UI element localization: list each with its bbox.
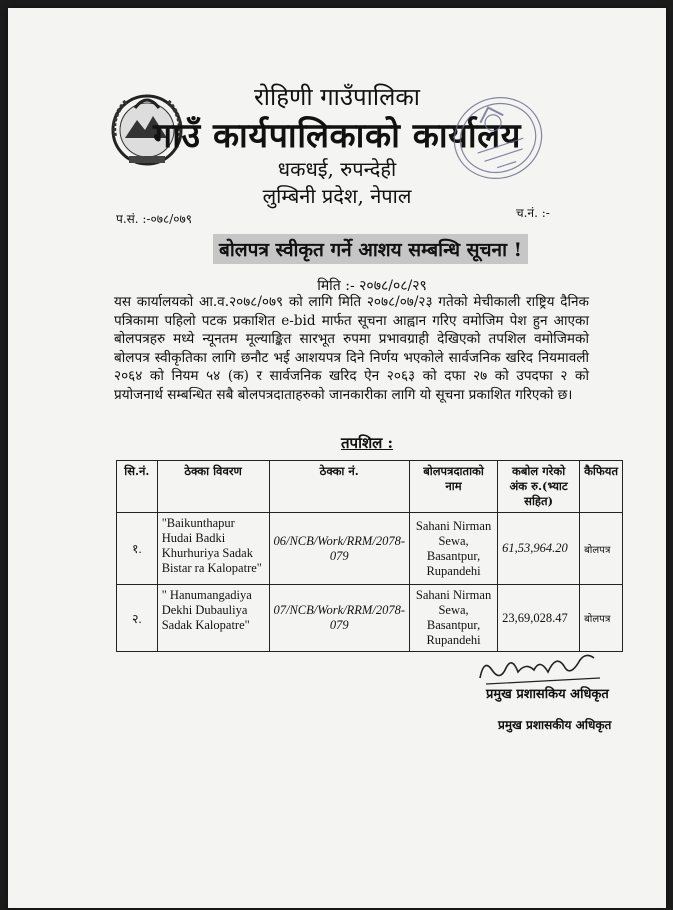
details-heading: तपशिल : <box>341 434 394 452</box>
row-bidder: Sahani Nirman Sewa, Basantpur, Rupandehi <box>409 585 497 652</box>
office-location: धकधई, रुपन्देही <box>277 157 397 181</box>
row-contract-no: 07/NCB/Work/RRM/2078-079 <box>269 585 409 652</box>
header-sn: सि.नं. <box>117 461 158 513</box>
row-sn: १. <box>117 513 158 585</box>
signatory-title-stamp: प्रमुख प्रशासकीय अधिकृत <box>498 718 612 732</box>
province-name: लुम्बिनी प्रदेश, नेपाल <box>262 184 412 208</box>
table-header-row <box>117 461 623 513</box>
notice-date: मिति :- २०७८/०८/२९ <box>317 278 427 294</box>
row-remarks: बोलपत्र <box>580 585 623 652</box>
row-contract-no: 06/NCB/Work/RRM/2078-079 <box>269 513 409 585</box>
table-row <box>117 585 623 652</box>
header-remarks: कैफियत <box>580 461 623 513</box>
reference-number: प.सं. :-०७८/०७९ <box>116 212 192 226</box>
row-sn: २. <box>117 585 158 652</box>
office-name: गाउँ कार्यपालिकाको कार्यालय <box>153 116 521 156</box>
header-contract-no: ठेक्का नं. <box>269 461 409 513</box>
document-page <box>8 8 666 908</box>
header-amount: कबोल गरेको अंक रु.(भ्याट सहित) <box>498 461 580 513</box>
row-amount: 61,53,964.20 <box>498 513 580 585</box>
office-stamp <box>448 88 548 188</box>
dispatch-number: च.नं. :- <box>516 206 550 220</box>
table-row <box>117 513 623 585</box>
row-bidder: Sahani Nirman Sewa, Basantpur, Rupandehi <box>409 513 497 585</box>
header-description: ठेक्का विवरण <box>157 461 269 513</box>
notice-body: यस कार्यालयको आ.व.२०७८/०७९ को लागि मिति २०७८/०७/२३ गतेको मेचीकाली राष्ट्रिय दैनिक पत्रिकामा पहिलो पटक प्रकाशित e-bid मार्फत सूचना आह्वान गरिए वमोजिम पेश हुन आएका बोलपत्रहरु मध्ये न्यूनतम मूल्याङ्कित सारभूत रुपमा प्रभावग्राही देखिएको तपशिल वमोजिमको बोलपत्र स्वीकृतिका लागि छनौट भई आशयपत्र दिने निर्णय भएकोले सार्वजनिक खरिद नियमावली २०६४ को नियम ५४ (क) र सार्वजनिक खरिद ऐन २०६३ को दफा २७ को उपदफा २ को प्रयोजनार्थ सम्बन्धित सबै बोलपत्रदाताहरुको जानकारीका लागि यो सूचना प्रकाशित गरिएको छ। <box>114 294 589 403</box>
municipality-name: रोहिणी गाउँपालिका <box>253 83 421 111</box>
row-remarks: बोलपत्र <box>580 513 623 585</box>
header-bidder: बोलपत्रदाताको नाम <box>409 461 497 513</box>
notice-subject: बोलपत्र स्वीकृत गर्ने आशय सम्बन्धि सूचना ! <box>213 234 528 264</box>
row-description: "Baikunthapur Hudai Badki Khurhuriya Sadak Bistar ra Kalopatre" <box>157 513 269 585</box>
bid-details-table <box>116 460 623 652</box>
signatory-title: प्रमुख प्रशासकिय अधिकृत <box>486 687 609 702</box>
row-amount: 23,69,028.47 <box>498 585 580 652</box>
row-description: " Hanumangadiya Dekhi Dubauliya Sadak Kalopatre" <box>157 585 269 652</box>
